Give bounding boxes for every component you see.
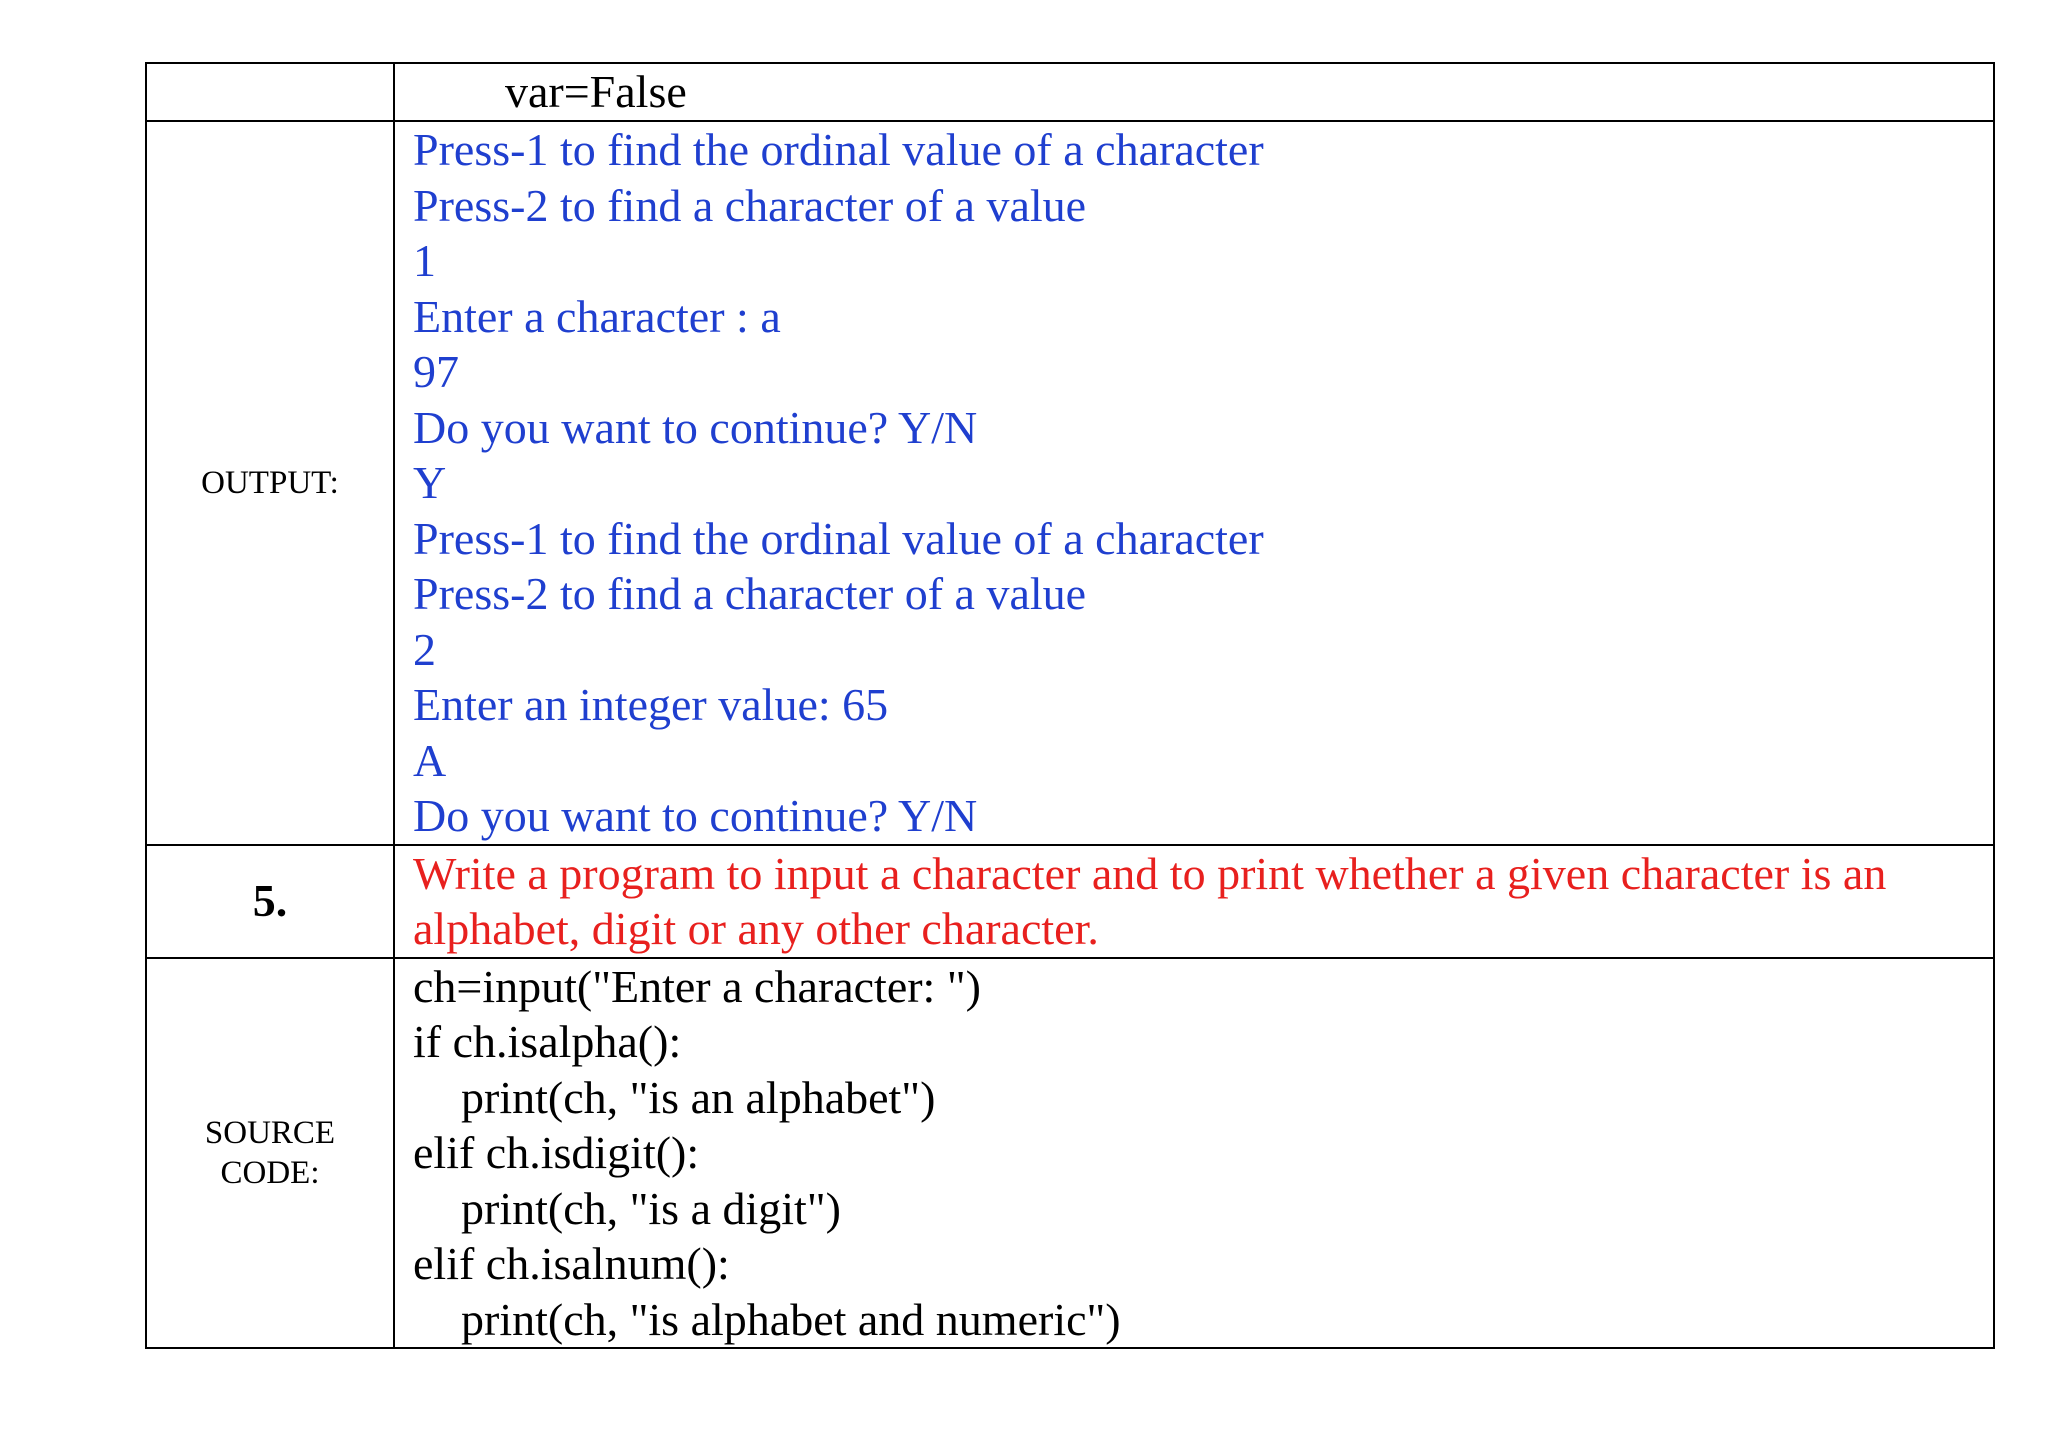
var-row xyxy=(146,63,1994,121)
question-content xyxy=(394,845,1994,958)
output-line: Press-2 to find a character of a value xyxy=(413,568,1087,619)
output-line: Y xyxy=(413,457,447,508)
source-code-row xyxy=(146,958,1994,1349)
source-code-content xyxy=(394,958,1994,1349)
output-line: 1 xyxy=(413,235,436,286)
question-number: 5. xyxy=(146,845,394,958)
code-line: var=False xyxy=(505,66,687,117)
source-label-line: CODE: xyxy=(220,1154,320,1191)
question-row xyxy=(146,845,1994,958)
var-row-label xyxy=(146,63,394,121)
document-table xyxy=(145,62,1995,1349)
output-line: Press-2 to find a character of a value xyxy=(413,179,1087,231)
output-line: Enter a character : a xyxy=(413,290,781,342)
source-label-line: SOURCE xyxy=(204,1114,336,1151)
output-line: Enter an integer value: 65 xyxy=(413,679,889,730)
output-line: Press-1 to find the ordinal value of a character xyxy=(413,512,1264,564)
output-line: Press-1 to find the ordinal value of a character xyxy=(413,124,1264,175)
source-code-label xyxy=(146,958,394,1349)
code-line: print(ch, "is alphabet and numeric") xyxy=(461,1293,1121,1345)
code-line: elif ch.isdigit(): xyxy=(413,1127,700,1178)
code-line: print(ch, "is an alphabet") xyxy=(461,1071,936,1123)
code-line: print(ch, "is a digit") xyxy=(461,1182,841,1234)
output-line: Do you want to continue? Y/N xyxy=(413,790,978,841)
code-line: ch=input("Enter a character: ") xyxy=(413,960,981,1012)
output-line: A xyxy=(413,734,447,786)
output-line: Do you want to continue? Y/N xyxy=(413,401,978,453)
code-line: if ch.isalpha(): xyxy=(413,1016,682,1067)
output-label: OUTPUT: xyxy=(146,121,394,845)
output-row xyxy=(146,121,1994,845)
output-line: 97 xyxy=(413,346,459,397)
output-line: 2 xyxy=(413,623,436,675)
question-text: Write a program to input a character and to print whether a given character is an alphabet, digit or any other character. xyxy=(413,847,1887,954)
code-line: elif ch.isalnum(): xyxy=(413,1238,730,1289)
var-row-content xyxy=(394,63,1994,121)
output-content xyxy=(394,121,1994,845)
